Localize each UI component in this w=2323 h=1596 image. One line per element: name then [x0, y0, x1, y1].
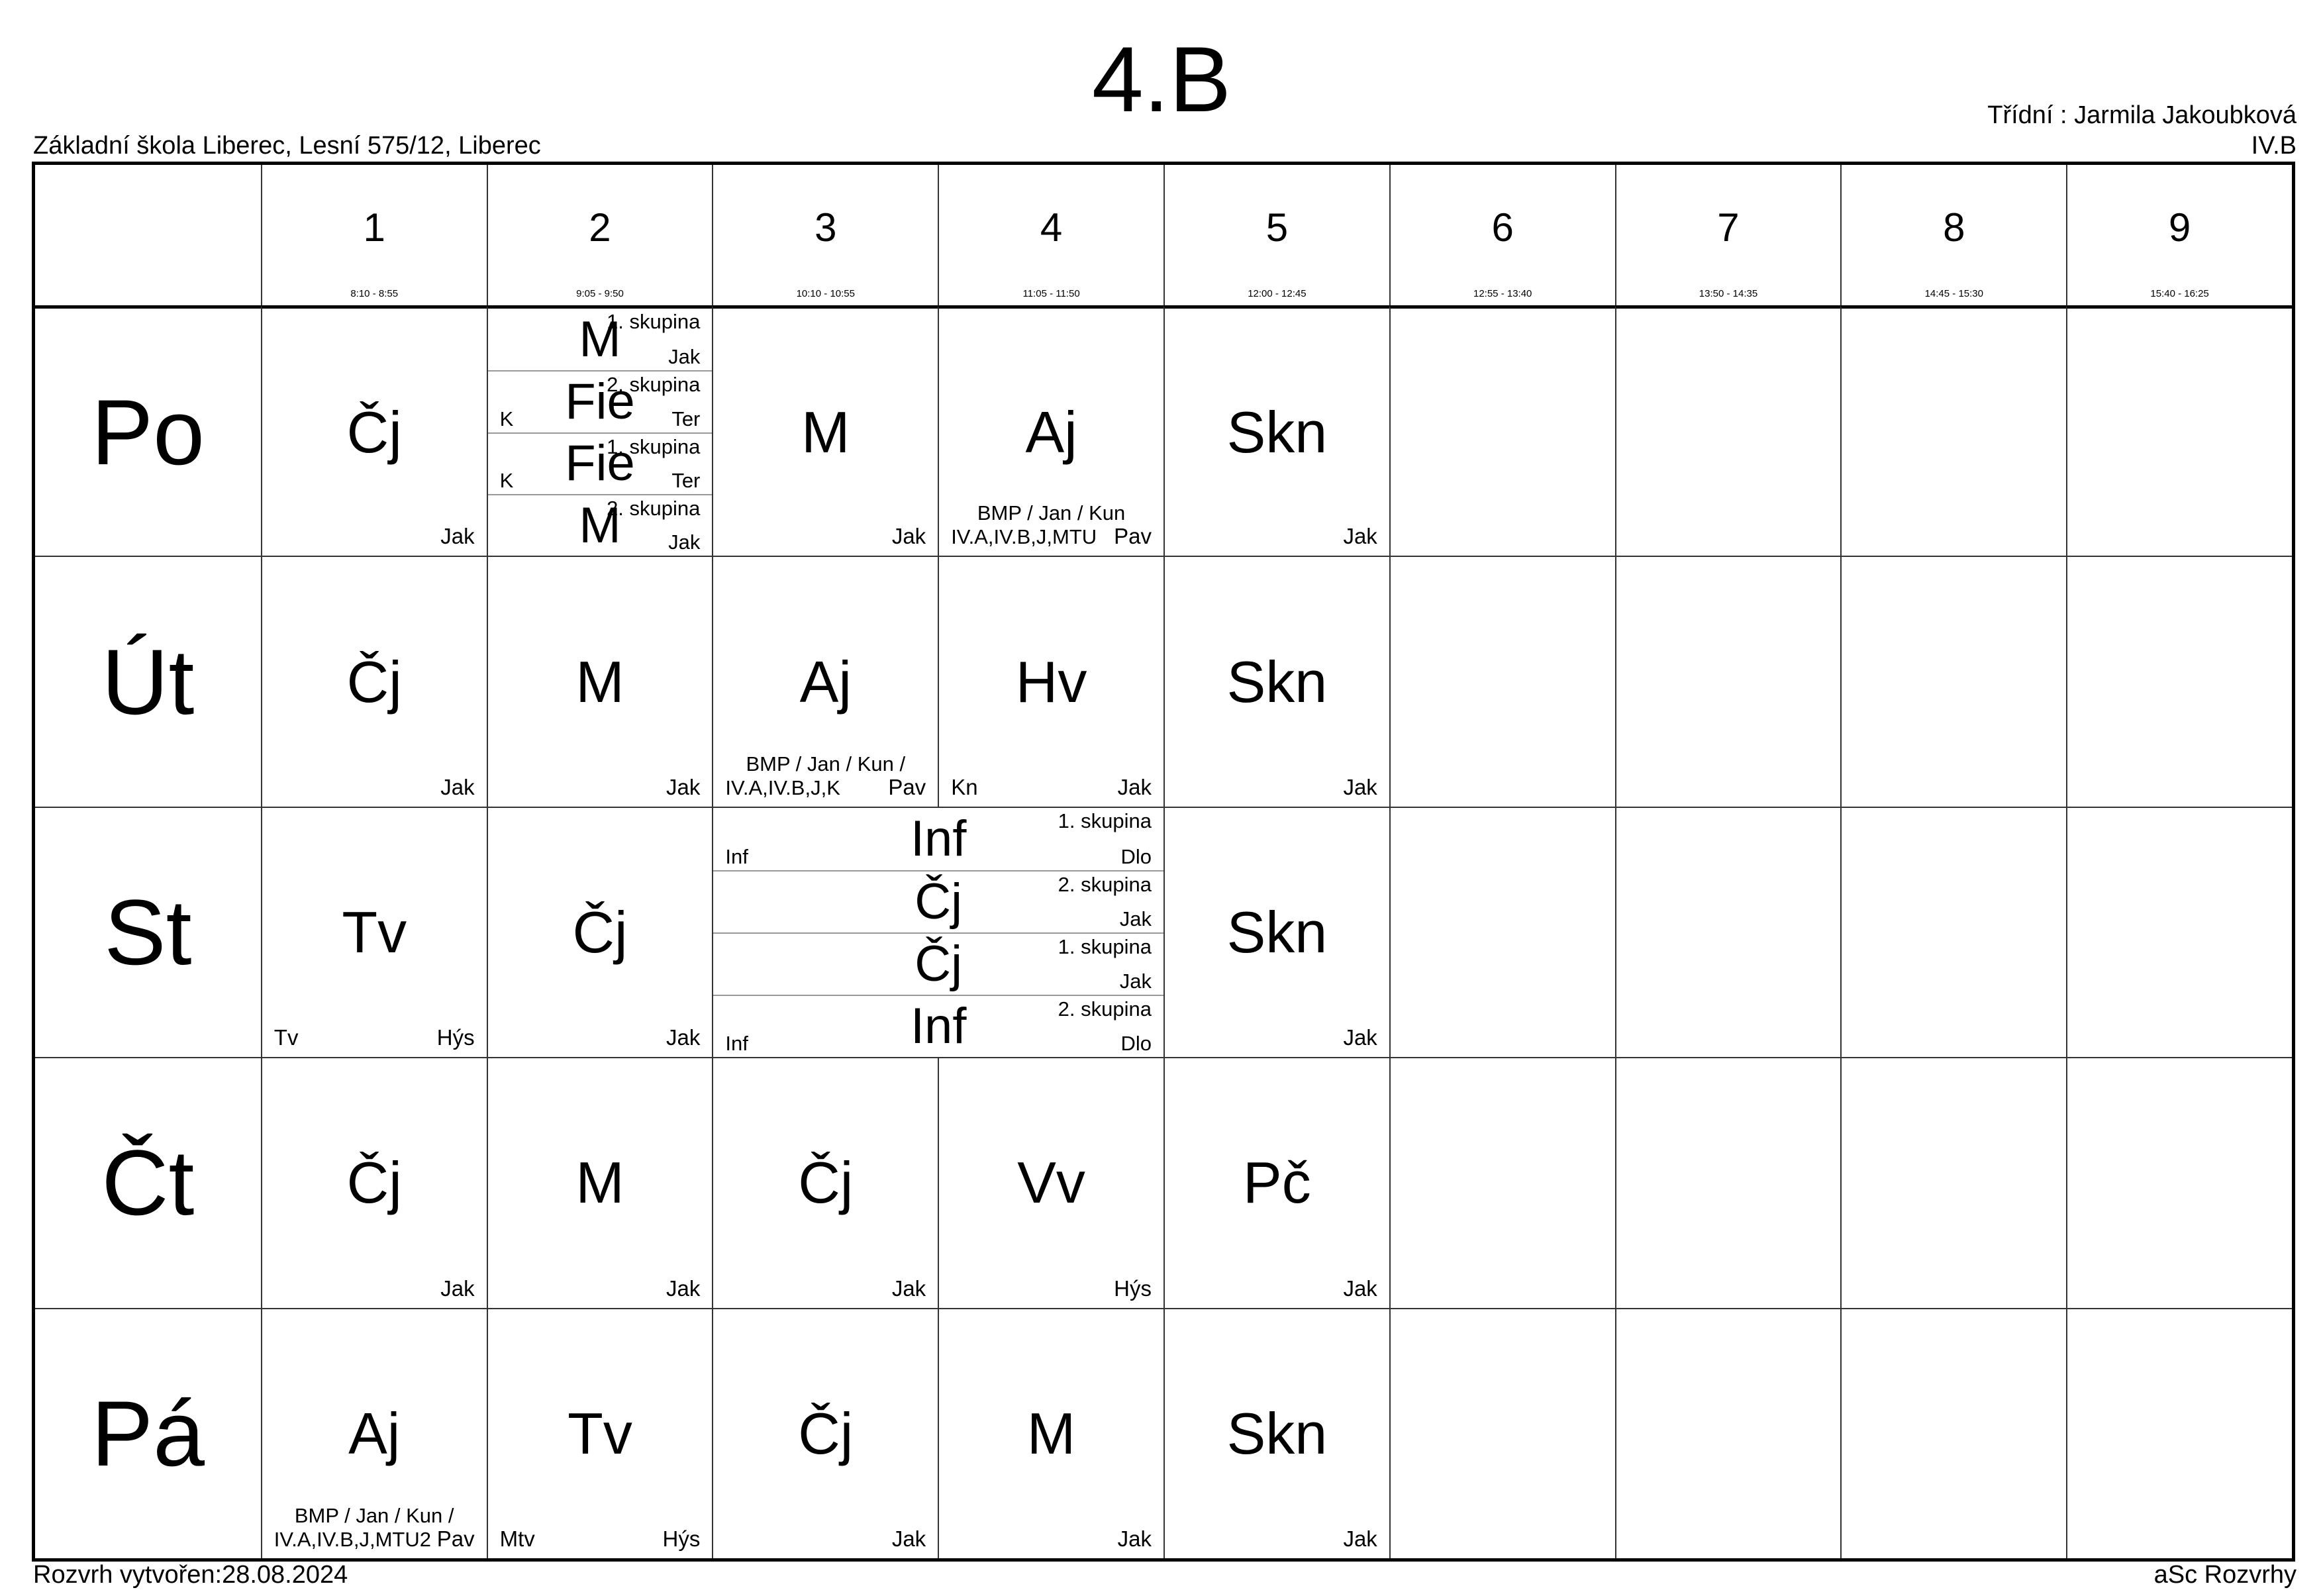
- lesson-group-part[interactable]: [488, 309, 713, 370]
- period-time: 11:05 - 11:50: [1022, 288, 1080, 299]
- lesson-subject: Čj: [346, 1150, 402, 1216]
- lesson-cell[interactable]: [1163, 1308, 1389, 1558]
- empty-cell: [1389, 807, 1615, 1057]
- lesson-teacher: Hýs: [1114, 1275, 1152, 1301]
- day-label-cell: [35, 556, 261, 806]
- day-name: Pá: [91, 1381, 205, 1485]
- empty-cell: [1840, 1308, 2066, 1558]
- lesson-teacher: Jak: [666, 1025, 701, 1050]
- lesson-teacher: Jak: [891, 524, 926, 549]
- lesson-teacher: Pav: [436, 1526, 475, 1551]
- lesson-teacher: Jak: [440, 1275, 475, 1301]
- lesson-teacher: Jak: [1119, 907, 1152, 930]
- lesson-room: Kn: [951, 774, 978, 799]
- lesson-cell[interactable]: [1163, 1057, 1389, 1307]
- period-header: [1615, 165, 1841, 305]
- day-name: St: [104, 879, 192, 984]
- lesson-subject: Inf: [910, 810, 967, 867]
- lesson-group-part[interactable]: [713, 932, 1163, 995]
- lesson-group-list: BMP / Jan / Kun /: [746, 752, 906, 775]
- period-header: [2066, 165, 2292, 305]
- lesson-group: 2. skupina: [1058, 872, 1152, 896]
- lesson-subject: Aj: [1025, 399, 1077, 465]
- lesson-class-list: IV.A,IV.B,J,MTU: [951, 525, 1097, 549]
- lesson-teacher: Jak: [1343, 1275, 1377, 1301]
- period-number: 2: [589, 205, 611, 250]
- lesson-teacher: Jak: [1343, 774, 1377, 799]
- period-time: 13:50 - 14:35: [1699, 288, 1758, 299]
- lesson-teacher: Jak: [891, 1275, 926, 1301]
- period-header: [712, 165, 938, 305]
- period-header: [938, 165, 1163, 305]
- period-number: 5: [1265, 205, 1289, 250]
- lesson-teacher: Hýs: [662, 1526, 701, 1551]
- lesson-cell[interactable]: [938, 305, 1163, 556]
- lesson-cell[interactable]: [261, 305, 487, 556]
- lesson-room: K: [499, 469, 514, 493]
- lesson-cell[interactable]: [487, 1308, 713, 1558]
- lesson-room: Inf: [725, 1032, 748, 1056]
- period-time: 8:10 - 8:55: [350, 288, 399, 299]
- period-time: 9:05 - 9:50: [576, 288, 624, 299]
- lesson-teacher: Ter: [671, 469, 701, 493]
- lesson-teacher: Jak: [1343, 524, 1377, 549]
- empty-cell: [1389, 1057, 1615, 1307]
- lesson-teacher: Jak: [1117, 1526, 1152, 1551]
- lesson-cell[interactable]: [938, 556, 1163, 806]
- lesson-subject: Aj: [348, 1400, 401, 1466]
- software-name: aSc Rozvrhy: [2153, 1561, 2297, 1589]
- period-header: [1840, 165, 2066, 305]
- lesson-cell[interactable]: [261, 1308, 487, 1558]
- empty-cell: [1615, 1057, 1841, 1307]
- lesson-teacher: Jak: [891, 1526, 926, 1551]
- lesson-cell[interactable]: [487, 1057, 713, 1307]
- lesson-cell[interactable]: [1163, 807, 1389, 1057]
- lesson-subject: Skn: [1226, 399, 1328, 465]
- empty-cell: [2066, 1057, 2292, 1307]
- lesson-room: Inf: [725, 844, 748, 868]
- day-name: Út: [101, 629, 195, 734]
- lesson-teacher: Jak: [440, 524, 475, 549]
- lesson-group: 1. skupina: [1058, 809, 1152, 832]
- period-number: 1: [363, 205, 385, 250]
- lesson-subject: Čj: [346, 648, 402, 715]
- lesson-subject: Fie: [565, 374, 635, 430]
- lesson-subject: Čj: [798, 1400, 854, 1466]
- period-header: [1163, 165, 1389, 305]
- lesson-teacher: Hýs: [436, 1025, 475, 1050]
- corner-cell: [35, 165, 261, 305]
- lesson-subject: Aj: [799, 648, 852, 715]
- empty-cell: [1840, 1057, 2066, 1307]
- school-name: Základní škola Liberec, Lesní 575/12, Liberec: [33, 132, 541, 160]
- lesson-teacher: Jak: [1117, 774, 1152, 799]
- period-number: 8: [1943, 205, 1965, 250]
- period-time: 10:10 - 10:55: [796, 288, 855, 299]
- lesson-group: 1. skupina: [607, 434, 701, 458]
- lesson-subject: Pč: [1243, 1150, 1311, 1216]
- period-number: 3: [815, 205, 837, 250]
- lesson-group-part[interactable]: [713, 808, 1163, 870]
- lesson-subject: Skn: [1226, 899, 1328, 965]
- day-label-cell: [35, 305, 261, 556]
- lesson-subject: Čj: [914, 873, 963, 930]
- empty-cell: [2066, 1308, 2292, 1558]
- lesson-subject: M: [579, 311, 621, 368]
- lesson-teacher: Dlo: [1120, 1032, 1152, 1056]
- class-teacher: Třídní : Jarmila Jakoubková: [1987, 101, 2297, 129]
- lesson-cell[interactable]: [712, 807, 1163, 1057]
- lesson-subject: M: [801, 399, 850, 465]
- lesson-group: 1. skupina: [1058, 934, 1152, 958]
- lesson-teacher: Jak: [666, 774, 701, 799]
- day-label-cell: [35, 807, 261, 1057]
- lesson-subject: Tv: [568, 1400, 632, 1466]
- lesson-cell[interactable]: [712, 556, 938, 806]
- empty-cell: [1615, 556, 1841, 806]
- lesson-teacher: Pav: [1114, 524, 1152, 549]
- lesson-cell[interactable]: [1163, 305, 1389, 556]
- lesson-group-part[interactable]: [488, 432, 713, 494]
- lesson-teacher: Jak: [1343, 1526, 1377, 1551]
- day-label-cell: [35, 1057, 261, 1307]
- lesson-group: 1. skupina: [607, 310, 701, 333]
- lesson-subject: Čj: [798, 1150, 854, 1216]
- lesson-subject: Skn: [1226, 648, 1328, 715]
- lesson-subject: Čj: [914, 936, 963, 993]
- empty-cell: [1389, 556, 1615, 806]
- lesson-subject: Inf: [910, 998, 967, 1055]
- period-time: 14:45 - 15:30: [1924, 288, 1983, 299]
- lesson-cell[interactable]: [712, 1308, 938, 1558]
- lesson-subject: Hv: [1015, 648, 1087, 715]
- empty-cell: [1615, 305, 1841, 556]
- lesson-group-list: BMP / Jan / Kun: [977, 501, 1126, 525]
- page-title: 4.B: [1091, 27, 1232, 131]
- lesson-subject: Vv: [1017, 1150, 1085, 1216]
- lesson-teacher: Jak: [1119, 970, 1152, 993]
- period-time: 15:40 - 16:25: [2150, 288, 2209, 299]
- empty-cell: [1840, 305, 2066, 556]
- empty-cell: [1389, 305, 1615, 556]
- day-name: Čt: [101, 1130, 195, 1235]
- lesson-subject: Čj: [346, 399, 402, 465]
- lesson-teacher: Jak: [666, 1275, 701, 1301]
- lesson-subject: Skn: [1226, 1400, 1328, 1466]
- period-time: 12:00 - 12:45: [1248, 288, 1307, 299]
- lesson-class-list: IV.A,IV.B,J,K: [725, 775, 840, 799]
- lesson-teacher: Dlo: [1120, 844, 1152, 868]
- lesson-teacher: Jak: [440, 774, 475, 799]
- lesson-subject: M: [575, 1150, 624, 1216]
- lesson-subject: M: [579, 497, 621, 554]
- lesson-group-part[interactable]: [488, 370, 713, 432]
- created-date: Rozvrh vytvořen:28.08.2024: [33, 1561, 348, 1589]
- lesson-subject: Fie: [565, 435, 635, 492]
- day-name: Po: [91, 379, 205, 484]
- lesson-cell[interactable]: [261, 556, 487, 806]
- lesson-teacher: Ter: [671, 407, 701, 430]
- lesson-group-part[interactable]: [713, 870, 1163, 932]
- lesson-subject: M: [1026, 1400, 1076, 1466]
- period-time: 12:55 - 13:40: [1473, 288, 1532, 299]
- lesson-subject: Čj: [572, 899, 628, 965]
- period-header: [261, 165, 487, 305]
- lesson-teacher: Pav: [888, 774, 926, 799]
- period-number: 4: [1040, 205, 1063, 250]
- empty-cell: [2066, 305, 2292, 556]
- lesson-group: 2. skupina: [607, 497, 701, 521]
- lesson-cell[interactable]: [261, 807, 487, 1057]
- empty-cell: [2066, 556, 2292, 806]
- timetable-grid: [32, 162, 2295, 1562]
- period-header: [1389, 165, 1615, 305]
- lesson-teacher: Jak: [1343, 1025, 1377, 1050]
- lesson-cell[interactable]: [487, 807, 713, 1057]
- lesson-cell[interactable]: [712, 1057, 938, 1307]
- class-code: IV.B: [2251, 132, 2297, 160]
- lesson-cell[interactable]: [487, 556, 713, 806]
- lesson-cell[interactable]: [261, 1057, 487, 1307]
- empty-cell: [1615, 807, 1841, 1057]
- lesson-teacher: Jak: [668, 530, 701, 554]
- lesson-group: 2. skupina: [607, 373, 701, 397]
- lesson-group-part[interactable]: [488, 494, 713, 556]
- lesson-cell[interactable]: [938, 1308, 1163, 1558]
- lesson-teacher: Jak: [668, 345, 701, 369]
- lesson-group-part[interactable]: [713, 995, 1163, 1057]
- lesson-room: Tv: [273, 1025, 299, 1050]
- empty-cell: [1840, 556, 2066, 806]
- lesson-group: 2. skupina: [1058, 997, 1152, 1021]
- empty-cell: [2066, 807, 2292, 1057]
- empty-cell: [1840, 807, 2066, 1057]
- period-number: 9: [2168, 205, 2191, 250]
- lesson-class-list: IV.A,IV.B,J,MTU2: [273, 1527, 431, 1551]
- period-number: 6: [1491, 205, 1514, 250]
- lesson-group-list: BMP / Jan / Kun /: [294, 1503, 454, 1527]
- lesson-room: K: [499, 407, 514, 430]
- empty-cell: [1615, 1308, 1841, 1558]
- day-label-cell: [35, 1308, 261, 1558]
- period-number: 7: [1717, 205, 1740, 250]
- lesson-cell[interactable]: [487, 305, 713, 556]
- lesson-subject: Tv: [342, 899, 407, 965]
- lesson-cell[interactable]: [1163, 556, 1389, 806]
- period-header: [487, 165, 713, 305]
- lesson-subject: M: [575, 648, 624, 715]
- lesson-cell[interactable]: [938, 1057, 1163, 1307]
- lesson-room: Mtv: [499, 1526, 535, 1551]
- empty-cell: [1389, 1308, 1615, 1558]
- lesson-cell[interactable]: [712, 305, 938, 556]
